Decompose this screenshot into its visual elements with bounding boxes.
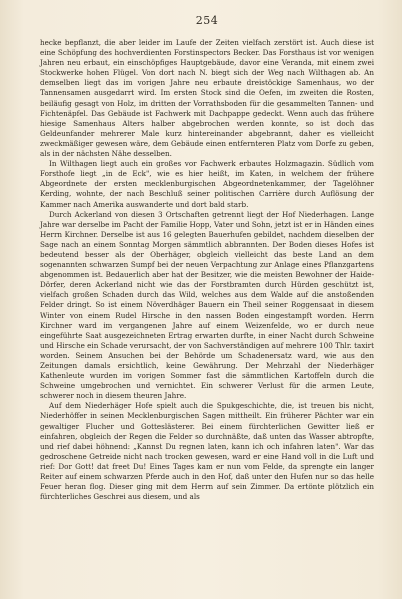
paragraph-spukgeschichte: Auf dem Niederhäger Hofe spielt auch die Spukgeschichte, die, ist treuen bis nicht, Niederhöffer in seinen Mecklenburgischen Sagen mittheilt. Ein früherer Pächter war ein gewaltiger Flucher und Gotteslästerer. Bei einem fürchterlichen Gewitter ließ er einfahren, obgleich der Regen die Felder so durchnäßte, daß unten das Wasser abtropfte, und rief dabei höhnend: „Kannst Du regnen laten, kann ich och infahren laten". War das gedroschene Getreide nicht nach trocken gewesen, ward er eine Hand voll in die Luft und rief: Dor Gott! dat freet Du! Eines Tages kam er nun vom Felde, da sprengte ein langer Reiter auf einem schwarzen Pferde auch in den Hof, daß unter den Hufen nur so das helle Feuer heran flog. Dieser ging mit dem Herrn auf sein Zimmer. Da ertönte plötzlich ein fürchterliches Geschrei aus diesem, und als bbox=[40, 401, 374, 502]
paragraph-niederhagen: Durch Ackerland von diesen 3 Ortschaften getrennt liegt der Hof Niederhagen. Lange Jahre war derselbe im Pacht der Familie Hopp, Vater und Sohn, jetzt ist er in Händen eines Herrn Kirchner. Derselbe ist aus 16 gelegten Bauerhufen gebildet, nachdem dieselben der Sage nach an einem Sonntag Morgen sämmtlich abbrannten. Der Boden dieses Hofes ist bedeutend besser als der Oberhäger, obgleich vielleicht das beste Land an dem sogenannten schwarzen Sumpf bei der neuen Verpachtung zur Anlage eines Pflanzgartens abgenommen ist. Bedauerlich aber hat der Besitzer, wie die meisten Bewohner der Haide-Dörfer, deren Ackerland nicht wie das der Forstbramten durch Hürden geschützt ist, vielfach großen Schaden durch das Wild, welches aus dem Walde auf die anstoßenden Felder dringt. So ist einem Növerdhäger Bauern ein Theil seiner Roggensaat in diesem Winter von einem Rudel Hirsche in den nassen Boden eingestampft worden. Herrn Kirchner ward im vergangenen Jahre auf einem Weizenfelde, wo er durch neue eingeführte Saat ausgezeichneten Ertrag erwarten durfte, in einer Nacht durch Schweine und Hirsche ein Schade verursacht, der von Sachverständigen auf mehrere 100 Thlr. taxirt worden. Seinem Ansuchen bei der Behörde um Schadenersatz ward, wie aus den Zeitungen damals ersichtlich, keine Gewährung. Der Mehrzahl der Niederhäger Kathenleute wurden im vorigen Sommer fast die sämmtlichen Kartoffeln durch die Schweine umgebrochen und vernichtet. Ein schwerer Verlust für die armen Leute, schwerer noch in diesem theuren Jahre. bbox=[40, 209, 374, 401]
body-text bbox=[40, 38, 374, 502]
paragraph-forsthaus: hecke bepflanzt, die aber leider im Laufe der Zeiten vielfach zerstört ist. Auch diese ist eine Schöpfung des hochverdienten Forstinspectors Becker. Das Forsthaus ist vor wenigen Jahren neu erbaut, ein einschöpfiges Hauptgebäude, davor eine Veranda, mit einem zwei Stockwerke hohen Flügel. Von dort nach N. biegt sich der Weg nach Wilthagen ab. An demselben liegt das im vorigen Jahre neu erbaute dreistöckige Samenhaus, wo der Tannensamen ausgedarrt wird. Im ersten Stock sind die Oefen, im zweiten die Rosten, beiläufig gesagt von Holz, im dritten der Vorrathsboden für die gesammelten Tannen- und Fichtenäpfel. Das Gebäude ist Fachwerk mit Dachpappe gedeckt. Wenn auch das frühere hiesige Samenhaus Alters halber abgebrochen werden konnte, so ist doch das Geldeunfander mehrerer Male kurz hintereinander abgebrannt, daher es vielleicht zweckmäßiger gewesen wäre, dem Gebäude einen entfernteren Platz vom Dorfe zu geben, als in der nächsten Nähe desselben. bbox=[40, 38, 374, 159]
paragraph-wilthagen: In Wilthagen liegt auch ein großes vor Fachwerk erbautes Holzmagazin. Südlich vom Forsthofe liegt „in de Eck", wie es hier heißt, im Katen, in welchem der frühere Abgeordnete der ersten mecklenburgischen Abgeordnetenkammer, der Tagelöhner Kerding, wohnte, der nach Beschluß seiner politischen Carrière durch Auflösung der Kammer nach Amerika auswanderte und dort bald starb. bbox=[40, 159, 374, 209]
page-number: 254 bbox=[195, 14, 219, 27]
